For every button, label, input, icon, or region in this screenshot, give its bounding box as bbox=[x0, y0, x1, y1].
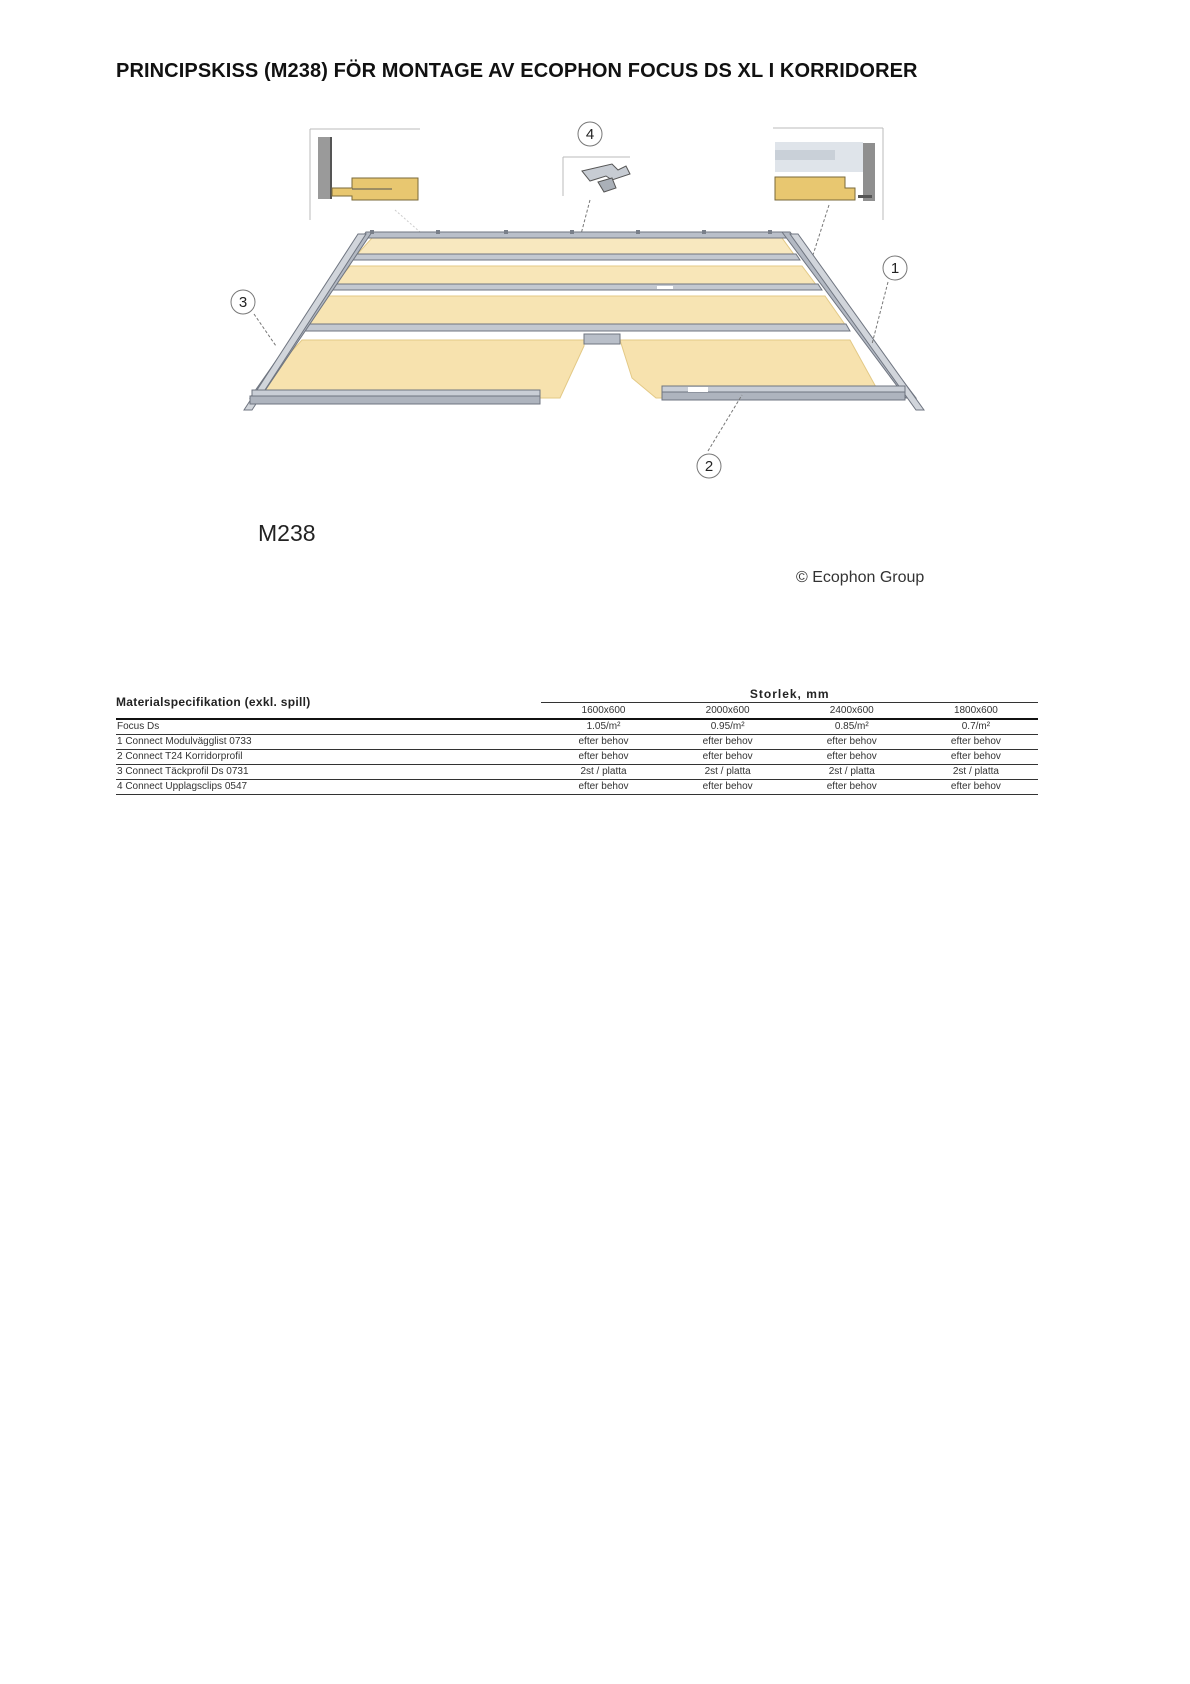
cell-value: efter behov bbox=[914, 750, 1038, 765]
ceiling-tile bbox=[305, 296, 846, 326]
svg-text:4: 4 bbox=[585, 126, 595, 143]
cell-value: 0.85/m² bbox=[790, 719, 914, 735]
callout-1 bbox=[883, 256, 907, 280]
cell-value: efter behov bbox=[666, 735, 790, 750]
assembly-diagram bbox=[0, 0, 1190, 620]
svg-text:2: 2 bbox=[704, 458, 714, 475]
size-header: 2000x600 bbox=[666, 703, 790, 720]
row-label: 1 Connect Modulvägglist 0733 bbox=[116, 735, 541, 750]
cell-value: 1.05/m² bbox=[541, 719, 665, 735]
callout-2 bbox=[697, 454, 721, 478]
row-label: 2 Connect T24 Korridorprofil bbox=[116, 750, 541, 765]
cell-value: 2st / platta bbox=[666, 765, 790, 780]
cell-value: efter behov bbox=[541, 735, 665, 750]
figure-code: M238 bbox=[258, 520, 316, 546]
cell-value: efter behov bbox=[541, 750, 665, 765]
svg-text:3: 3 bbox=[238, 294, 248, 311]
cell-value: efter behov bbox=[790, 750, 914, 765]
callout-3 bbox=[231, 290, 255, 314]
table-row bbox=[116, 780, 1038, 795]
size-header: 1800x600 bbox=[914, 703, 1038, 720]
corridor-profile bbox=[365, 232, 790, 238]
callout-4 bbox=[578, 122, 602, 146]
copyright-notice: © Ecophon Group bbox=[796, 569, 925, 586]
cell-value: efter behov bbox=[666, 780, 790, 795]
ceiling-plane bbox=[244, 230, 924, 410]
cell-value: 0.95/m² bbox=[666, 719, 790, 735]
cell-value: efter behov bbox=[666, 750, 790, 765]
cell-value: efter behov bbox=[541, 780, 665, 795]
corridor-profile bbox=[304, 324, 850, 331]
row-label: 4 Connect Upplagsclips 0547 bbox=[116, 780, 541, 795]
cell-value: efter behov bbox=[914, 735, 1038, 750]
corridor-profile bbox=[352, 254, 800, 260]
spec-header-left: Materialspecifikation (exkl. spill) bbox=[116, 686, 541, 719]
corridor-profile bbox=[330, 284, 822, 290]
detail-inset-left bbox=[310, 129, 420, 232]
cell-value: 0.7/m² bbox=[914, 719, 1038, 735]
material-spec-table bbox=[116, 686, 1038, 795]
table-row bbox=[116, 765, 1038, 780]
size-header: 2400x600 bbox=[790, 703, 914, 720]
clip-detail bbox=[563, 157, 630, 238]
corridor-profile-front bbox=[252, 390, 540, 396]
cell-value: efter behov bbox=[790, 780, 914, 795]
page-title: PRINCIPSKISS (M238) FÖR MONTAGE AV ECOPHON FOCUS DS XL I KORRIDORER bbox=[116, 60, 918, 82]
size-header: 1600x600 bbox=[541, 703, 665, 720]
ceiling-tile bbox=[258, 340, 584, 398]
cell-value: efter behov bbox=[790, 735, 914, 750]
table-row bbox=[116, 719, 1038, 735]
svg-text:1: 1 bbox=[890, 260, 900, 277]
row-label: Focus Ds bbox=[116, 719, 541, 735]
ceiling-illustration bbox=[0, 0, 1190, 620]
cell-value: efter behov bbox=[914, 780, 1038, 795]
spec-header-group: Storlek, mm bbox=[541, 686, 1038, 703]
cell-value: 2st / platta bbox=[541, 765, 665, 780]
table-row bbox=[116, 750, 1038, 765]
row-label: 3 Connect Täckprofil Ds 0731 bbox=[116, 765, 541, 780]
cell-value: 2st / platta bbox=[914, 765, 1038, 780]
cell-value: 2st / platta bbox=[790, 765, 914, 780]
table-row bbox=[116, 735, 1038, 750]
